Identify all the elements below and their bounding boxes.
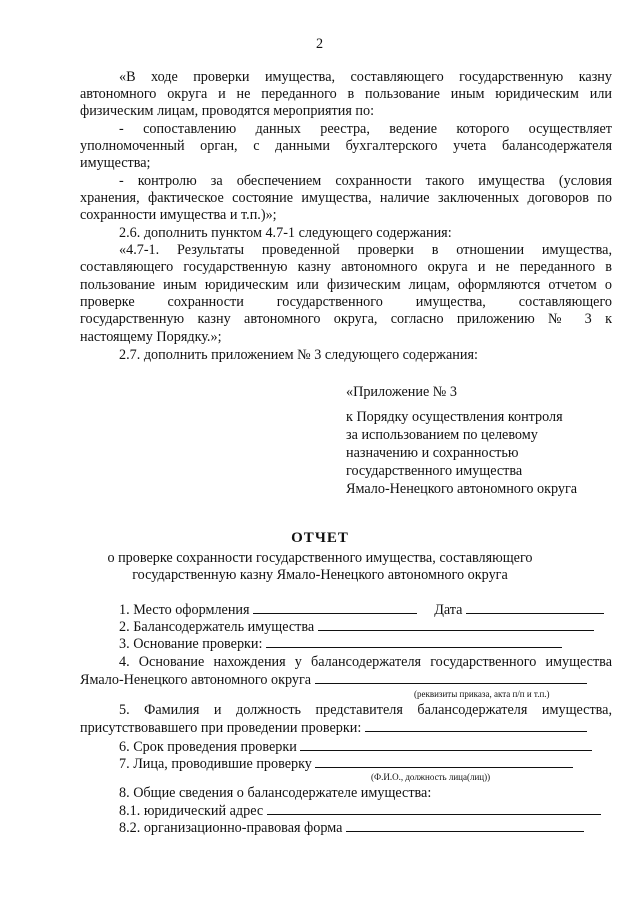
field-general-label: 8. Общие сведения о балансодержателе имущества: [119, 785, 432, 801]
holding-basis-caption: (реквизиты приказа, акта п/п и т.п.) [414, 689, 550, 699]
date-input-line[interactable] [466, 601, 604, 614]
body-line: пользование иным юридическим или физическим лицам, оформляются отчетом о [80, 277, 612, 293]
holder-input-line[interactable] [318, 618, 594, 631]
body-line: уполномоченный орган, с данными бухгалтерского учета балансодержателя [80, 138, 612, 154]
field-basis-label: 3. Основание проверки: [119, 636, 263, 652]
report-subtitle: о проверке сохранности государственного имущества, составляющего [107, 550, 533, 566]
body-line: 2.6. дополнить пунктом 4.7-1 следующего содержания: [119, 225, 452, 241]
place-input-line[interactable] [253, 601, 417, 614]
appendix-line: государственного имущества [346, 463, 523, 479]
basis-input-line[interactable] [266, 635, 562, 648]
field-holding-basis [80, 671, 587, 688]
body-line: - сопоставлению данных реестра, ведение которого осуществляет [119, 121, 612, 137]
field-date-label: Дата [434, 602, 463, 618]
legal-address-input-line[interactable] [267, 802, 601, 815]
field-place [119, 601, 604, 618]
body-line: физическим лицам, проводятся мероприятия по: [80, 103, 375, 119]
body-line: сохранности имущества и т.п.)»; [80, 207, 277, 223]
body-line: государственную казну автономного округа, согласно приложению № 3 к [80, 311, 612, 327]
field-holding-basis-label-2: Ямало-Ненецкого автономного округа [80, 672, 312, 688]
period-input-line[interactable] [300, 738, 592, 751]
field-representative-label-2: присутствовавшего при проведении проверки: [80, 720, 362, 736]
appendix-line: за использованием по целевому [346, 427, 538, 443]
body-line: имущества; [80, 155, 151, 171]
field-representative-label: 5. Фамилия и должность представителя балансодержателя имущества, [119, 702, 612, 718]
body-line: составляющего государственную казну автономного округа и не переданного в [80, 259, 612, 275]
appendix-line: назначению и сохранностью [346, 445, 519, 461]
body-line: проверке сохранности государственного имущества, составляющего [80, 294, 612, 310]
field-representative [80, 719, 587, 736]
inspectors-caption: (Ф.И.О., должность лица(лиц)) [371, 772, 491, 782]
body-line: автономного округа и не переданного в пользование иным юридическим или [80, 86, 612, 102]
page-number: 2 [316, 36, 324, 52]
body-line: - контролю за обеспечением сохранности такого имущества (условия [119, 173, 612, 189]
appendix-line: к Порядку осуществления контроля [346, 409, 563, 425]
report-subtitle: государственную казну Ямало-Ненецкого автономного округа [132, 567, 508, 583]
holding-basis-input-line[interactable] [315, 671, 587, 684]
field-period [119, 738, 592, 755]
legal-form-input-line[interactable] [346, 819, 584, 832]
body-line: «В ходе проверки имущества, составляющего государственную казну [119, 69, 612, 85]
field-inspectors [119, 755, 573, 772]
field-basis [119, 635, 562, 652]
field-place-label: 1. Место оформления [119, 602, 250, 618]
field-inspectors-label: 7. Лица, проводившие проверку [119, 756, 312, 772]
field-holder [119, 618, 594, 635]
body-line: 2.7. дополнить приложением № 3 следующего содержания: [119, 347, 478, 363]
field-legal-form-label: 8.2. организационно-правовая форма [119, 820, 343, 836]
field-legal-address [119, 802, 601, 819]
field-legal-address-label: 8.1. юридический адрес [119, 803, 264, 819]
appendix-line: Ямало-Ненецкого автономного округа [346, 481, 578, 497]
representative-input-line[interactable] [365, 719, 587, 732]
report-title: ОТЧЕТ [291, 530, 349, 546]
inspectors-input-line[interactable] [315, 755, 573, 768]
body-line: хранения, фактическое состояние имущества, наличие заключенных договоров по [80, 190, 612, 206]
field-holder-label: 2. Балансодержатель имущества [119, 619, 315, 635]
field-holding-basis-label: 4. Основание нахождения у балансодержателя государственного имущества [119, 654, 612, 670]
body-line: «4.7-1. Результаты проведенной проверки в отношении имущества, [119, 242, 612, 258]
field-legal-form [119, 819, 584, 836]
body-line: настоящему Порядку.»; [80, 329, 222, 345]
field-period-label: 6. Срок проведения проверки [119, 739, 297, 755]
appendix-title: «Приложение № 3 [346, 384, 457, 400]
